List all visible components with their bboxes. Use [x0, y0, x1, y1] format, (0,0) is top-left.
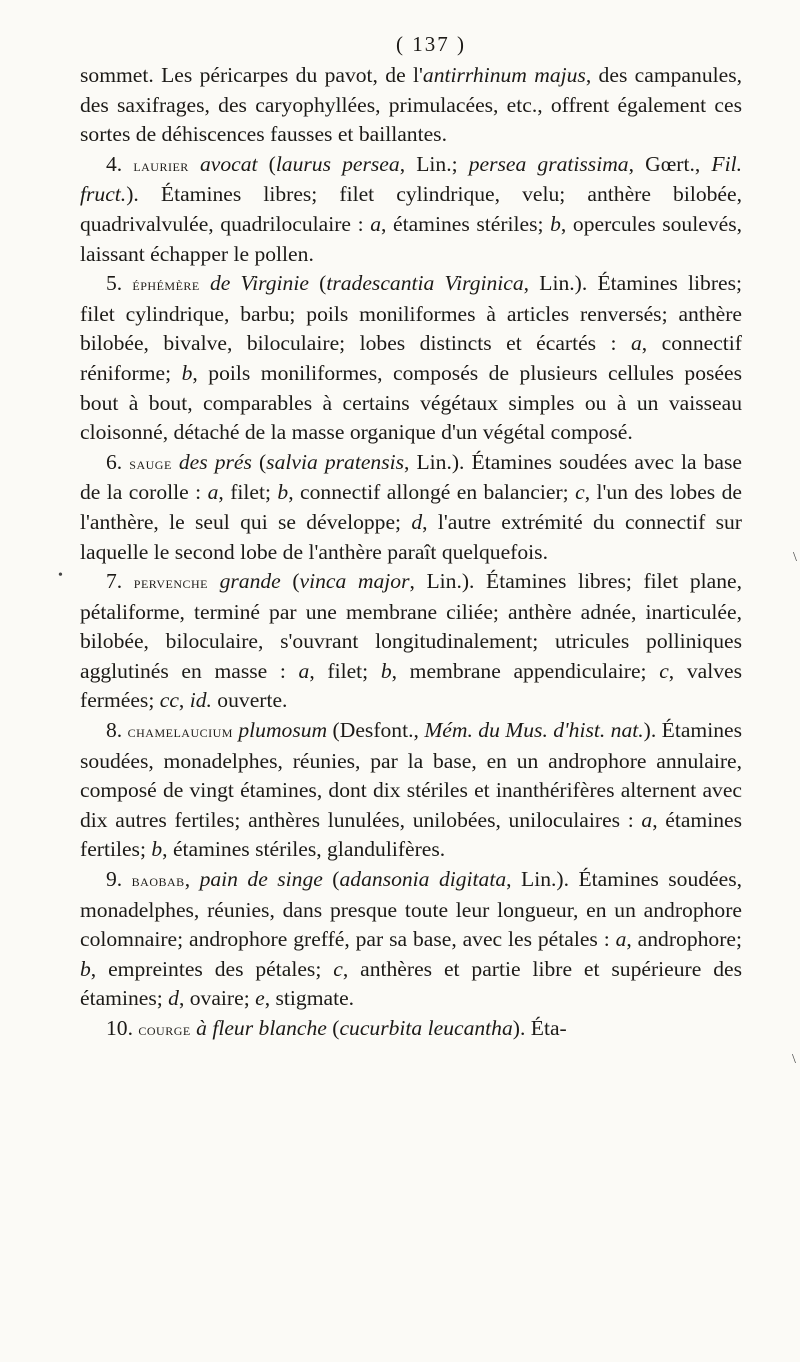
- text-run: , ovaire;: [178, 986, 256, 1011]
- text-run: (: [280, 569, 300, 594]
- text-run: (: [251, 449, 267, 474]
- text-run: (: [308, 271, 327, 296]
- text-run: , des campanules, des saxifrages, des caryophyllées, primulacées, etc., offrent également ces sortes de déhiscences fausses et baillantes.: [80, 63, 742, 147]
- italic-text: avocat: [199, 151, 258, 176]
- plant-name: éphémère: [132, 275, 200, 295]
- italic-text: cc: [159, 688, 179, 713]
- text-run: sommet. Les péricarpes du pavot, de l': [80, 63, 423, 87]
- italic-text: b: [181, 360, 193, 385]
- italic-text: c: [575, 480, 585, 505]
- plant-name: pervenche: [133, 573, 208, 593]
- italic-text: vinca major: [299, 569, 410, 594]
- text-run: , opercules soulevés, laissant échapper le pollen.: [80, 211, 742, 266]
- page-number: ( 137 ): [396, 32, 466, 56]
- italic-text: a: [615, 927, 627, 952]
- italic-text: Mém. du Mus. d'hist. nat.: [424, 718, 644, 743]
- text-run: , l'un des lobes de l'anthère, le seul qui se développe;: [80, 480, 742, 534]
- italic-text: b: [80, 956, 91, 981]
- text-run: 6.: [106, 449, 130, 474]
- paragraph: [80, 150, 742, 269]
- text-run: 10.: [106, 1016, 139, 1040]
- italic-text: a: [207, 480, 219, 505]
- text-run: , Gœrt.,: [628, 151, 712, 176]
- paragraph: [80, 1014, 742, 1045]
- text-run: , étamines fertiles;: [80, 807, 743, 862]
- italic-text: laurus persea: [275, 151, 400, 176]
- paragraph: [80, 269, 742, 448]
- text-run: , connectif réniforme;: [80, 331, 742, 385]
- italic-text: a: [370, 211, 381, 236]
- text-run: ). Éta-: [512, 1016, 567, 1040]
- text-run: ). Étamines libres; filet cylindrique, velu; anthère bilobée, quadrivalvulée, quadriloculaire :: [80, 182, 742, 236]
- text-run: 7.: [106, 569, 134, 594]
- text-run: 9.: [106, 867, 132, 892]
- italic-text: plumosum: [238, 718, 328, 743]
- text-run: , empreintes des pétales;: [90, 956, 334, 981]
- italic-text: b: [380, 658, 392, 683]
- margin-mark: \: [793, 550, 797, 565]
- text-run: , filet;: [309, 658, 381, 683]
- italic-text: a: [298, 658, 310, 683]
- text-run: (Desfont.,: [327, 718, 425, 743]
- italic-text: b: [277, 480, 289, 505]
- italic-text: Fil. fruct.: [80, 151, 743, 207]
- italic-text: c: [659, 658, 669, 683]
- body-text: [80, 61, 742, 1045]
- italic-text: e: [255, 986, 265, 1011]
- italic-text: a: [641, 807, 653, 832]
- italic-text: tradescantia Virginica: [326, 271, 524, 296]
- margin-bullet: •: [58, 568, 63, 583]
- text-run: , l'autre extrémité du connectif sur laquelle le second lobe de l'anthère paraît quelquefois.: [80, 509, 742, 564]
- text-run: , filet;: [218, 480, 278, 505]
- text-run: , Lin.). Étamines libres; filet plane, pétaliforme, terminé par une membrane ciliée; anthère adnée, inarticulée, bilobée, biloculaire, s'ouvrant longitudinalement; utricules polliniques agglutinés en masse :: [80, 569, 742, 683]
- text-run: (: [322, 867, 340, 892]
- italic-text: à fleur blanche: [196, 1016, 327, 1040]
- text-run: , étamines stériles;: [381, 211, 551, 236]
- text-run: , valves fermées;: [80, 658, 742, 713]
- italic-text: grande: [219, 569, 281, 594]
- italic-text: a: [631, 331, 642, 356]
- italic-text: de Virginie: [209, 271, 309, 296]
- italic-text: c: [333, 956, 343, 981]
- text-run: , androphore;: [626, 927, 742, 952]
- text-run: , poils moniliformes, composés de plusieurs cellules posées bout à bout, comparables à certains végétaux simples ou à un vaisseau cloisonné, détaché de la masse organique d'un végétal composé.: [80, 360, 742, 445]
- italic-text: cucurbita leucantha: [339, 1016, 513, 1040]
- text-run: ,: [178, 688, 190, 713]
- text-run: 4.: [106, 151, 134, 176]
- plant-name: courge: [138, 1020, 191, 1039]
- text-run: , connectif allongé en balancier;: [288, 480, 576, 505]
- text-run: [200, 271, 210, 295]
- text-run: [172, 450, 179, 474]
- italic-text: d: [411, 509, 423, 534]
- text-run: [189, 152, 200, 176]
- text-run: , stigmate.: [264, 986, 355, 1011]
- text-run: (: [257, 151, 276, 176]
- paragraph: [80, 865, 742, 1014]
- italic-text: antirrhinum majus: [422, 63, 586, 87]
- italic-text: b: [151, 837, 163, 862]
- text-run: , Lin.). Étamines libres; filet cylindrique, barbu; poils moniliformes à articles renversés; anthère bilobée, bivalve, biloculaire; lobes distincts et écartés :: [80, 271, 742, 356]
- paragraph: [80, 567, 742, 716]
- paragraph: [80, 61, 742, 150]
- italic-text: des prés: [178, 449, 252, 474]
- text-run: , Lin.). Étamines soudées avec la base de la corolle :: [80, 449, 743, 505]
- italic-text: id.: [189, 688, 212, 713]
- italic-text: adansonia digitata: [339, 867, 507, 892]
- text-run: , Lin.;: [399, 151, 469, 176]
- text-run: (: [326, 1016, 340, 1040]
- text-run: , membrane appendiculaire;: [391, 658, 660, 683]
- text-run: , Lin.). Étamines soudées, monadelphes, réunies, dans presque toute leur longueur, en un androphore colomnaire; androphore greffé, par sa base, avec les pétales :: [80, 867, 743, 952]
- paragraph: [80, 716, 742, 865]
- text-run: ). Étamines soudées, monadelphes, réunies, par la base, en un androphore annulaire, composé de vingt étamines, dont dix stériles et inanthérifères alternent avec dix autres fertiles; anthères lunulées, unilobées, uniloculaires :: [80, 718, 743, 832]
- text-run: ouverte.: [211, 688, 288, 713]
- italic-text: salvia pratensis: [266, 449, 405, 474]
- plant-name: baobab: [131, 871, 185, 891]
- text-run: ,: [184, 867, 200, 892]
- paragraph: [80, 448, 742, 567]
- plant-name: laurier: [133, 155, 189, 175]
- text-run: , étamines stériles, glandulifères.: [162, 837, 446, 862]
- text-run: [208, 569, 220, 593]
- plant-name: chamelaucium: [127, 722, 233, 742]
- text-run: , anthères et partie libre et supérieure des étamines;: [80, 956, 742, 1011]
- italic-text: b: [550, 211, 561, 236]
- text-run: 5.: [106, 271, 133, 296]
- plant-name: sauge: [129, 453, 172, 473]
- text-run: 8.: [106, 718, 128, 743]
- margin-mark: \: [792, 1052, 796, 1067]
- italic-text: d: [168, 986, 179, 1011]
- italic-text: pain de singe: [199, 867, 323, 892]
- italic-text: persea gratissima: [468, 151, 629, 176]
